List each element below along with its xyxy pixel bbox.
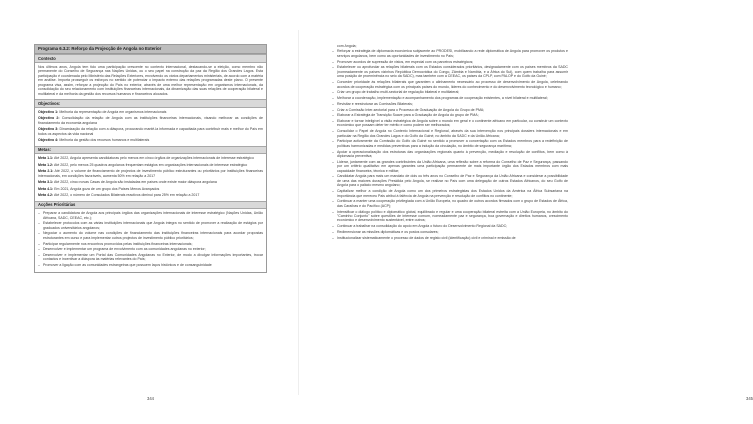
goal-item [38, 180, 263, 184]
objective-label: Objectivo 3: [38, 127, 59, 132]
goal-text: Até 2022, cinco novas Casas de Angola são instaladas em países onde existe maior diáspora angolana [53, 180, 217, 185]
objective-label: Objectivo 2: [38, 116, 60, 121]
action-item: – Melhorar a coordenação, implementação e acompanhamento dos programas de cooperação existentes, a nível bilateral e multilateral; [332, 96, 568, 100]
program-box [34, 44, 267, 273]
goal-text: Até 2022, o número de Consulados Bilaterais reactivos diminui para 25% em relação a 2017 [53, 193, 200, 197]
actions-list [38, 211, 263, 267]
actions-section [35, 209, 266, 272]
action-item: – Revisitar e reestruturar as Comissões Bilaterais; [332, 102, 568, 106]
goal-text: Até 2022, pelo menos 25 quadros angolanos frequentam estágios em organizações internacionais de interesse estratégico [53, 162, 248, 167]
action-item: – Desenvolver e implementar um Portal das Comunidades Angolanas no Exterior, de modo a divulgar informações importantes, trocar contactos e incentivar a diáspora às matérias relevantes do País; [38, 253, 263, 262]
goals-section [35, 154, 266, 201]
action-item: – Participar activamente da Comissão do Golfo da Guiné no sentido a promover a concertação com os Estados membros para a redefinição de políticas harmonizadas e medidas preventivas para a indução da circulação, no âmbito de segurança marítima; [332, 139, 568, 148]
action-item: – Candidatar Angola para mais um mandato de dois ou três anos no Conselho de Paz e Segurança da União Africana e considerar a possibilidade de uma das maiores durações Presidida pelo Angola, se realizar no País com uma delegação de outros Estados Africanos, do seu Golfo de Angola para o palácio mesmo angolano; [332, 174, 568, 187]
right-page [300, 0, 753, 424]
goal-item [38, 169, 263, 178]
objective-label: Objectivo 4: [38, 138, 59, 143]
action-item: – Elaborar a Estratégia de Transição Suave para a Graduação de Angola do grupo de PMA; [332, 113, 568, 117]
objective-text: Melhoria da gestão dos recursos humanos e multilaterais [59, 138, 150, 143]
action-item: – Promover acordos de supressão de vistos, em especial com os parceiros estratégicos; [332, 60, 568, 64]
objective-item [38, 110, 263, 114]
action-item: – Institucionalizar sistematicamente o processo de dados de registo civil (identificação) civil e criminal e emissão de [332, 236, 568, 240]
goal-label: Meta 2.1: [38, 169, 54, 174]
objective-text: Melhoria da representação de Angola em organismos internacionais [59, 109, 167, 114]
action-item: – Apoiar a operacionalização dos estruturas das organizações regionais quanto à prevenção, mediação e resolução de conflitos, bem como à diplomacia preventiva; [332, 150, 568, 159]
context-heading: Contexto [35, 54, 266, 62]
goal-item [38, 156, 263, 160]
goal-label: Meta 3.1: [38, 180, 54, 185]
action-item: – Elaborar e tornar inteligível a visão estratégica de Angola sobre o mundo em geral e o continente africano em particular, ou construir um contexto económico que possam deter ter mérito e como podem ser melhorados; [332, 119, 568, 128]
goal-label: Meta 4.1: [38, 186, 54, 191]
context-section [35, 63, 266, 100]
context-text: Nos últimos anos, Angola tem tido uma participação crescente no contexto internacional, destacando-se a eleição, como membro não permanente do Conselho de Segurança nas Nações Unidas, ou o seu papel na construção da paz da Região dos Grandes Lagos. Esta participação é coordenada pelo Ministério das Relações Exteriores, envolvendo os vários departamentos ministeriais, de acordo com a matéria em análise. Importa prosseguir os esforços no sentido de potenciar o impacto externo das relações programadas deste plano. O presente programa visa, assim, reforçar a projecção do País no exterior, através de uma melhor representação em organismos internacionais, da consolidação do seu relacionamento com instituições financeiras internacionais, da dinamização das suas relações de cooperação bilateral e multilateral e da melhoria da gestão dos recursos humanos e financeiros alocados. [38, 64, 263, 96]
right-column [332, 44, 568, 241]
goal-label: Meta 1.1: [38, 156, 54, 161]
continued-text: com Angola; [337, 44, 357, 48]
action-item: – Continuar a manter uma cooperação privilegiada com a União Europeia, no quadro de outros acordos firmados com o grupo de Estados de África, das Caraíbas e do Pacífico (ACP); [332, 199, 568, 208]
objectives-section [35, 108, 266, 146]
goal-label: Meta 4.2: [38, 193, 54, 197]
objective-label: Objectivo 1: [38, 109, 59, 114]
action-item: – Consolidar o Papel de Angola no Contexto Internacional e Regional, através da sua intervenção nos principais dossiers internacionais e em particular na Região dos Grandes Lagos e do Golfo da Guiné, no âmbito da SADC e da União Africana; [332, 129, 568, 138]
action-item: – Desenvolver e implementar um programa de envolvimento com as comunidades angolanas no exterior; [38, 247, 263, 251]
action-item: – Criar a Comissão Inter-sectorial para o Processo de Graduação de Angola do Grupo de PMA; [332, 108, 568, 112]
goal-label: Meta 1.2: [38, 162, 54, 167]
page-gutter [298, 30, 299, 395]
objectives-heading: Objectivos: [35, 99, 266, 107]
goal-item [38, 163, 263, 167]
action-item: – Reforçar a estratégia de diplomacia económica subjacente ao PRODESI, mobilizando a rede diplomática de Angola para promover os produtos e serviços angolanos, bem como as oportunidades de investimento no País; [332, 49, 568, 58]
action-item: – Criar um grupo de trabalho multi-sectorial de regulação bilateral e multilateral; [332, 90, 568, 94]
objective-item [38, 138, 263, 142]
action-item: – Conceder prioridade às relações bilaterais que garantem o alinhamento necessário ao processo de desenvolvimento de Angola, celebrando acordos de cooperação estratégica com os principais países do mundo, lideres do conhecimento e do desenvolvimento tecnológico e humano; [332, 80, 568, 89]
action-item: – Negociar o aumento do volume nas condições de financiamento das instituições financeiras internacionais para acordar propostas estruturantes em curso e para implementar outros projectos de investimento público prioritários; [38, 231, 263, 240]
action-item: – Promover a ligação com as comunidades estrangeiras que possuem laços históricos e de consanguinidade [38, 263, 263, 267]
actions-heading: Acções Prioritárias [35, 201, 266, 209]
action-item: – Preparar a candidatura de Angola aos principais órgãos das organizações internacionais de interesse estratégico (Nações Unidas, União Africana, SADC, CEEAC, etc.); [38, 211, 263, 220]
goal-text: Em 2021, Angola goza de um grupo dos Países Menos Avançados [54, 186, 160, 191]
program-title: Programa 6.3.2: Reforço da Projecção de Angola no Exterior [35, 45, 266, 54]
action-item: – Capitalizar melhor a condição de Angola como um dos primeiros estrategistas dos Estados Unidos da América na África Subsariana na importância que mereceu Pais atribui à falência de Angola na prevenção e resolução de conflitos no continente; [332, 189, 568, 198]
action-item: – Liderar, juntamente com as grandes contribuintes da União Africana, uma reflexão sobre a reforma do Conselho de Paz e Segurança, passando por um critério qualitativo em apenas garantes uma participação permanente de mais importante órgão dos Estados membros com mais capacidade financeira, técnica e militar; [332, 160, 568, 173]
objective-text: Consolidação da relação de Angola com as instituições financeiras internacionais, visando melhorar as condições de financiamento da economia angolana [38, 116, 263, 125]
action-item: – Estabelecer protocolos com as várias instituições internacionais que Angola integra no sentido de promover a realização de estágios por graduados universitários angolanos; [38, 221, 263, 230]
objective-text: Dinamização da relação com a diáspora, procurando mantê-la informada e capacitada para contribuir mais e melhor do País em todos os aspectos da vida nacional [38, 127, 263, 136]
goal-text: Até 2022, Angola apresenta candidaturas pelo menos em cinco órgãos de organizações internacionais de interesse estratégico [53, 156, 254, 161]
goal-text: Até 2022, o volume de financiamento de projectos de investimento público estruturantes ou prioritários por instituições financeiras internacionais, em condições favoráveis, aumenta 50% em relação a 2017 [38, 169, 263, 178]
goal-item [38, 193, 263, 197]
action-item: – Participar regularmente nos encontros promovidos pelas instituições financeiras internacionais; [38, 242, 263, 246]
goals-heading: Metas: [35, 146, 266, 154]
page-number: 344 [147, 396, 154, 401]
action-item: – Estabelecer ou aprofundar as relações bilaterais com os Estados considerados prioritários, designadamente com os países membros da SADC (nomeadamente os países vizinhos República Democrática do Congo, Zâmbia e Namíbia, e a África do Sul), com quem trabalha para assumir uma posição de proeminência no seio da SADC), mas também com a CEEAC, os países da CPLP, com PALOP e do Golfo da Guiné; [332, 65, 568, 78]
objective-item [38, 116, 263, 125]
action-item: – Intensificar o diálogo político e diplomático global, equilibrado e regular e uma cooperação bilateral estreita com a União Europeia, no âmbito do "Caminho Conjunto" sobre questões de interesse comum, nomeadamente paz e segurança, boa governação e direitos humanos, crescimento económico e desenvolvimento sustentável, entre outros; [332, 210, 568, 223]
objective-item [38, 127, 263, 136]
left-page [0, 0, 300, 424]
actions-list-continued [332, 49, 568, 240]
page-number: 345 [746, 396, 753, 401]
goal-item [38, 187, 263, 191]
action-item: – Redimensionar as missões diplomáticas e os postos consulares; [332, 230, 568, 234]
action-item: – Continuar a trabalhar na consolidação do apoio em Angola o futuro do Desenvolvimento Regional da SADC; [332, 224, 568, 228]
